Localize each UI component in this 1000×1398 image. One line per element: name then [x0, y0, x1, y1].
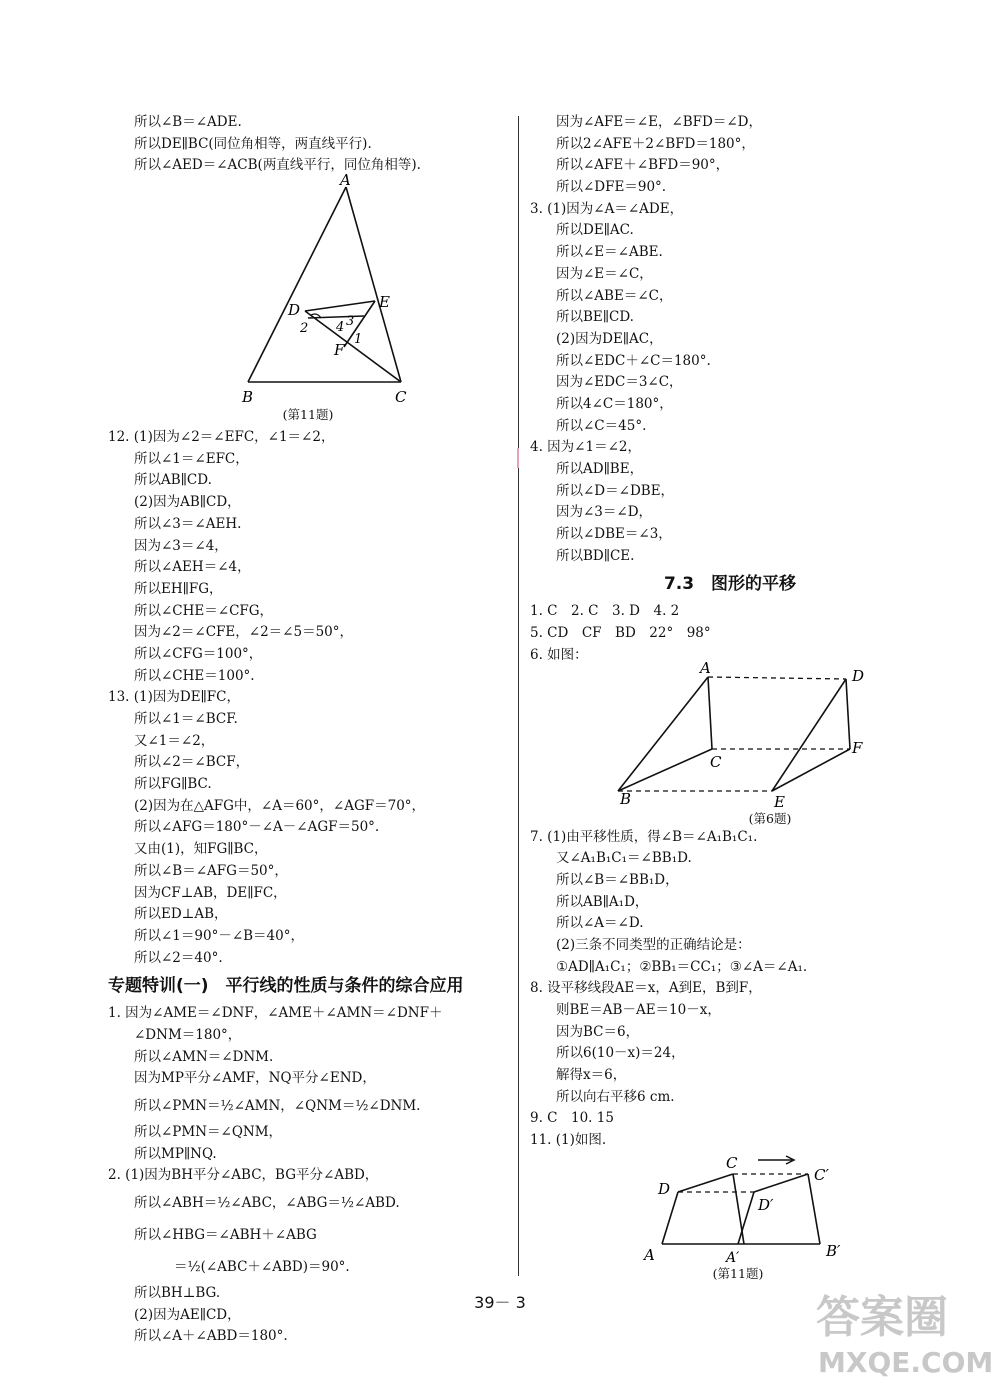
text-line: 2. (1)因为BH平分∠ABC，BG平分∠ABD，: [108, 1167, 379, 1184]
text-line: 所以∠E＝∠ABE.: [556, 244, 663, 261]
left-block-1: [108, 112, 513, 177]
right-column: [530, 112, 930, 1282]
label-F: F: [852, 738, 863, 757]
text-line: 6. 如图：: [530, 646, 588, 663]
text-line: 因为∠AFE＝∠E，∠BFD＝∠D，: [556, 114, 763, 130]
label-D-prime: D′: [758, 1195, 774, 1214]
text-line: 所以∠A＝∠D.: [556, 915, 644, 932]
angle-2: 2: [300, 321, 309, 337]
text-line: 所以∠1＝∠BCF.: [134, 711, 238, 727]
text-line: 所以∠AEH＝∠4，: [134, 559, 251, 576]
figure-11-triangle: [108, 171, 513, 423]
page-number: 39－ 3: [474, 1293, 526, 1312]
label-C: C: [726, 1153, 738, 1172]
text-line: (2)因为在△AFG中，∠A＝60°，∠AGF＝70°，: [134, 797, 426, 814]
text-line: 所以∠2＝40°.: [134, 949, 223, 966]
section-heading: 7.3 图形的平移: [663, 574, 797, 595]
text-line: 所以∠HBG＝∠ABH＋∠ABG: [134, 1227, 317, 1244]
label-F: F: [334, 341, 345, 360]
text-line: 所以∠B＝∠AFG＝50°，: [134, 862, 288, 879]
text-line: 7. (1)由平移性质，得∠B＝∠A₁B₁C₁.: [530, 828, 758, 845]
text-line: 所以∠AMN＝∠DNM.: [134, 1048, 274, 1065]
text-line: (2)因为AE∥CD，: [134, 1306, 241, 1323]
label-E: E: [774, 792, 785, 811]
text-line: (2)因为AB∥CD，: [134, 494, 241, 511]
text-line: 所以BD∥CE.: [556, 547, 635, 564]
label-A: A: [700, 658, 711, 677]
text-line: 所以∠1＝∠EFC，: [134, 450, 249, 467]
text-line: 所以∠B＝∠BB₁D，: [556, 871, 679, 888]
label-D: D: [852, 666, 865, 685]
right-block-2: [530, 601, 930, 666]
text-line: 所以FG∥BC.: [134, 776, 212, 793]
text-line: 所以DE∥AC.: [556, 222, 634, 239]
text-line: 所以DE∥BC(同位角相等，两直线平行).: [134, 135, 372, 152]
right-block-1: [530, 112, 930, 567]
figure-11b-caption: (第11题): [712, 1265, 764, 1281]
label-B-prime: B′: [826, 1241, 841, 1260]
text-line: ①AD∥A₁C₁；②BB₁＝CC₁；③∠A＝∠A₁.: [556, 958, 808, 975]
margin-mark: [517, 448, 519, 468]
text-line: 11. (1)如图.: [530, 1132, 607, 1149]
text-line: 所以∠CHE＝100°.: [134, 667, 255, 684]
text-line: 所以∠AED＝∠ACB(两直线平行，同位角相等).: [134, 157, 421, 174]
label-C: C: [395, 388, 407, 407]
trapezoid-diagram: [530, 1152, 930, 1272]
angle-3: 3: [346, 314, 355, 330]
text-line: 因为BC＝6，: [556, 1023, 640, 1040]
text-line: 所以∠DBE＝∠3，: [556, 526, 672, 543]
text-line: 所以∠ABH＝½∠ABC，∠ABG＝½∠ABD.: [134, 1195, 400, 1212]
text-line: 因为∠E＝∠C，: [556, 265, 653, 282]
text-line: 所以MP∥NQ.: [134, 1145, 217, 1162]
figure-11b-translation: [530, 1152, 930, 1282]
column-divider: [518, 116, 519, 1276]
label-B: B: [242, 388, 254, 407]
label-C: C: [710, 752, 722, 771]
left-column: [108, 112, 513, 1348]
text-line: 所以AB∥CD.: [134, 472, 212, 489]
text-line: 解得x＝6，: [556, 1067, 627, 1084]
text-line: 因为∠3＝∠4，: [134, 537, 228, 554]
text-line: 所以EH∥FG，: [134, 580, 223, 597]
text-line: 所以BH⊥BG.: [134, 1285, 221, 1302]
text-line: 因为∠EDC＝3∠C，: [556, 374, 683, 391]
text-line: 则BE＝AB－AE＝10－x，: [556, 1002, 721, 1018]
text-line: 又∠1＝∠2，: [134, 732, 215, 749]
text-line: 所以∠CHE＝∠CFG，: [134, 602, 274, 619]
text-line: 所以BE∥CD.: [556, 309, 634, 326]
label-A: A: [340, 171, 351, 190]
text-line: 因为CF⊥AB，DE∥FC，: [134, 884, 287, 901]
label-D: D: [288, 301, 301, 320]
text-line: 8. 设平移线段AE＝x，A到E，B到F，: [530, 980, 762, 997]
right-block-3: [530, 827, 930, 1152]
text-line: 5. CD CF BD 22° 98°: [530, 625, 711, 642]
text-line: 所以ED⊥AB，: [134, 906, 228, 923]
text-line: 所以∠C＝45°.: [556, 417, 647, 434]
text-line: 1. 因为∠AME＝∠DNF，∠AME＋∠AMN＝∠DNF＋: [108, 1005, 443, 1022]
text-line: 所以∠A＋∠ABD＝180°.: [134, 1328, 288, 1345]
watermark-url: MXQE.COM: [818, 1346, 994, 1379]
text-line: 又由(1)，知FG∥BC，: [134, 841, 268, 858]
text-line: 所以2∠AFE＋2∠BFD＝180°，: [556, 135, 755, 152]
text-line: 所以AD∥BE，: [556, 461, 644, 477]
special-heading: 专题特训(一) 平行线的性质与条件的综合应用: [108, 976, 464, 997]
triangle-diagram: [108, 171, 508, 407]
figure-6-caption: (第6题): [748, 810, 792, 826]
label-D: D: [658, 1179, 671, 1198]
text-line: 所以∠ABE＝∠C，: [556, 287, 673, 304]
label-A: A: [644, 1245, 655, 1264]
text-line: 所以4∠C＝180°，: [556, 395, 673, 412]
text-line: 所以∠EDC＋∠C＝180°.: [556, 352, 711, 369]
text-line: 所以AB∥A₁D，: [556, 893, 649, 910]
translation-diagram: [530, 658, 930, 812]
text-line: 4. 因为∠1＝∠2，: [530, 439, 641, 456]
text-line: (2)因为DE∥AC，: [556, 330, 663, 347]
figure-11-caption: (第11题): [282, 407, 334, 423]
text-line: 所以∠AFG＝180°－∠A－∠AGF＝50°.: [134, 819, 380, 836]
label-C-prime: C′: [814, 1165, 829, 1184]
text-line: 3. (1)因为∠A＝∠ADE，: [530, 200, 684, 217]
text-line: 因为∠3＝∠D，: [556, 504, 653, 521]
text-line: 12. (1)因为∠2＝∠EFC，∠1＝∠2，: [108, 429, 335, 446]
angle-4: 4: [336, 320, 345, 336]
label-B: B: [620, 789, 632, 808]
text-line: ＝½(∠ABC＋∠ABD)＝90°.: [174, 1259, 350, 1276]
figure-6-translation: [530, 658, 930, 827]
text-line: 因为∠2＝∠CFE，∠2＝∠5＝50°，: [134, 624, 353, 641]
text-line: 13. (1)因为DE∥FC，: [108, 689, 240, 706]
text-line: 所以∠AFE＋∠BFD＝90°，: [556, 157, 730, 174]
watermark-logo: [806, 1272, 994, 1382]
text-line: 所以∠B＝∠ADE.: [134, 114, 242, 130]
text-line: (2)三条不同类型的正确结论是：: [556, 936, 751, 953]
angle-1: 1: [354, 332, 363, 348]
text-line: 所以向右平移6 cm.: [556, 1088, 675, 1105]
text-line: 所以∠1＝90°－∠B＝40°，: [134, 927, 304, 944]
left-block-2: [108, 427, 513, 969]
text-line: 所以∠2＝∠BCF，: [134, 754, 250, 771]
text-line: 所以∠DFE＝90°.: [556, 179, 667, 196]
text-line: 所以∠3＝∠AEH.: [134, 515, 242, 532]
label-E: E: [379, 293, 390, 312]
label-A-prime: A′: [726, 1249, 740, 1266]
text-line: 所以∠PMN＝∠QNM，: [134, 1124, 283, 1140]
text-line: 所以∠D＝∠DBE，: [556, 482, 675, 499]
text-line: 又∠A₁B₁C₁＝∠BB₁D.: [556, 850, 692, 867]
text-line: 9. C 10. 15: [530, 1110, 614, 1127]
text-line: 所以6(10－x)＝24，: [556, 1045, 685, 1062]
text-line: 因为MP平分∠AMF，NQ平分∠END，: [134, 1070, 376, 1087]
text-line: 所以∠CFG＝100°，: [134, 645, 263, 662]
text-line: 1. C 2. C 3. D 4. 2: [530, 603, 680, 620]
watermark-title: 答案圈: [816, 1292, 948, 1343]
text-line: ∠DNM＝180°，: [134, 1026, 242, 1043]
text-line: 所以∠PMN＝½∠AMN，∠QNM＝½∠DNM.: [134, 1098, 421, 1114]
